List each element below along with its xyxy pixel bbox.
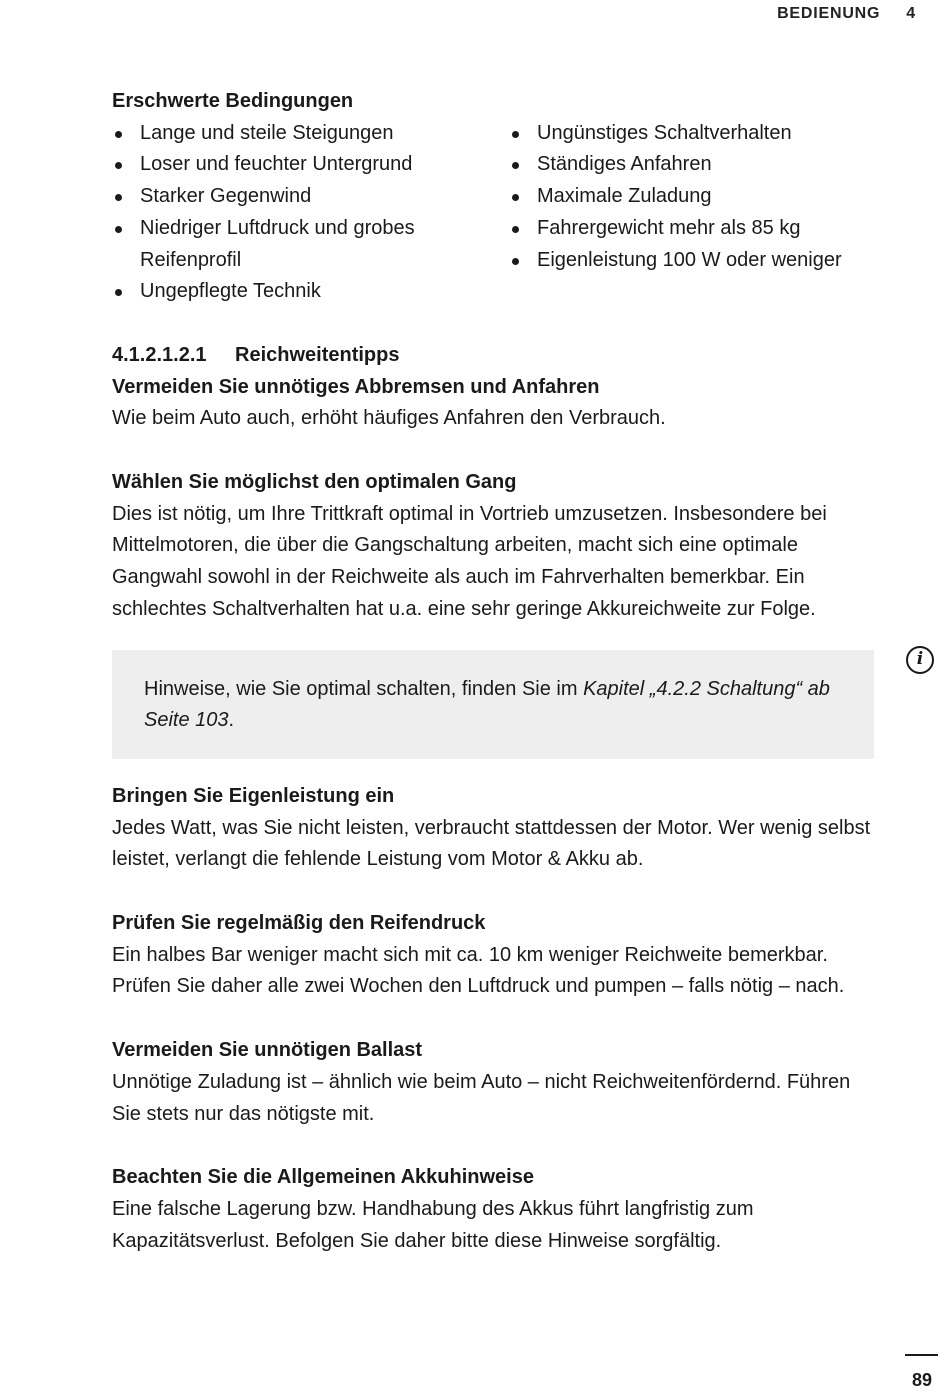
tip-text: Dies ist nötig, um Ihre Trittkraft optimal in Vortrieb umzusetzen. Insbesondere bei Mittelmotoren, die über die Gangschaltung arbeiten, macht sich eine optimale Gangwahl sowohl in der Reichweite als auch im Fahrverhalten bemerkbar. Ein schlechtes Schaltverhalten hat u.a. eine sehr geringe Akkureichweite zur Folge.: [112, 502, 827, 620]
list-item: Eigenleistung 100 W oder weniger: [509, 245, 874, 277]
list-item: Loser und feuchter Untergrund: [112, 149, 509, 181]
tip-title: Bringen Sie Eigenleistung ein: [112, 784, 395, 807]
page-number: 89: [911, 1370, 932, 1390]
tip-text: Wie beim Auto auch, erhöht häufiges Anfahren den Verbrauch.: [112, 407, 666, 430]
list-item: Niedriger Luftdruck und grobes Reifenprofil: [112, 213, 509, 276]
tip-text: Unnötige Zuladung ist – ähnlich wie beim Auto – nicht Reichweitenfördernd. Führen Sie stets nur das nötigste mit.: [112, 1070, 851, 1125]
list-item: Ständiges Anfahren: [509, 149, 874, 181]
chapter-reference-link[interactable]: Kapitel „4.2.2 Schaltung“ ab Seite 103: [144, 677, 830, 732]
tip-title: Vermeiden Sie unnötiges Abbremsen und Anfahren: [112, 375, 600, 398]
conditions-right-column: [509, 118, 874, 308]
tip-title: Beachten Sie die Allgemeinen Akkuhinweise: [112, 1166, 534, 1189]
list-item: Fahrergewicht mehr als 85 kg: [509, 213, 874, 245]
tip-title: Vermeiden Sie unnötigen Ballast: [112, 1039, 423, 1062]
list-item: Maximale Zuladung: [509, 181, 874, 213]
tip-block: [112, 908, 874, 1003]
info-text-end: .: [228, 709, 235, 732]
tip-block: [112, 1035, 874, 1130]
tip-title: Wählen Sie möglichst den optimalen Gang: [112, 471, 517, 494]
list-item: Ungünstiges Schaltverhalten: [509, 118, 874, 150]
list-item: Lange und steile Steigungen: [112, 118, 509, 150]
info-icon: i: [906, 646, 934, 674]
section-title: Reichweitentipps: [235, 343, 400, 366]
tip-block: [112, 372, 874, 435]
info-box: [112, 650, 874, 759]
page-content: [112, 86, 874, 1257]
conditions-title: Erschwerte Bedingungen: [112, 90, 354, 112]
list-item: Starker Gegenwind: [112, 181, 509, 213]
list-item: Ungepflegte Technik: [112, 276, 509, 308]
section-number: 4.1.2.1.2.1: [112, 343, 207, 366]
tip-text: Eine falsche Lagerung bzw. Handhabung des Akkus führt langfristig zum Kapazitätsverlust. Befolgen Sie daher bitte diese Hinweise sorgfältig.: [112, 1197, 754, 1252]
conditions-list: [112, 118, 874, 308]
conditions-left-column: [112, 118, 509, 308]
running-header: [777, 5, 916, 23]
tip-block: [112, 467, 874, 626]
tip-block: [112, 781, 874, 876]
footer-rule: [905, 1354, 938, 1356]
tip-text: Jedes Watt, was Sie nicht leisten, verbraucht stattdessen der Motor. Wer wenig selbst leistet, verlangt die fehlende Leistung vom Motor & Akku ab.: [112, 816, 871, 871]
tip-block: [112, 1162, 874, 1257]
tip-text: Ein halbes Bar weniger macht sich mit ca. 10 km weniger Reichweite bemerkbar. Prüfen Sie daher alle zwei Wochen den Luftdruck und pumpen – falls nötig – nach.: [112, 943, 845, 998]
header-chapter: 4: [906, 5, 916, 22]
info-text: Hinweise, wie Sie optimal schalten, finden Sie im: [144, 677, 584, 700]
tip-title: Prüfen Sie regelmäßig den Reifendruck: [112, 912, 486, 935]
section-heading: [112, 340, 874, 372]
header-section: BEDIENUNG: [777, 5, 881, 22]
